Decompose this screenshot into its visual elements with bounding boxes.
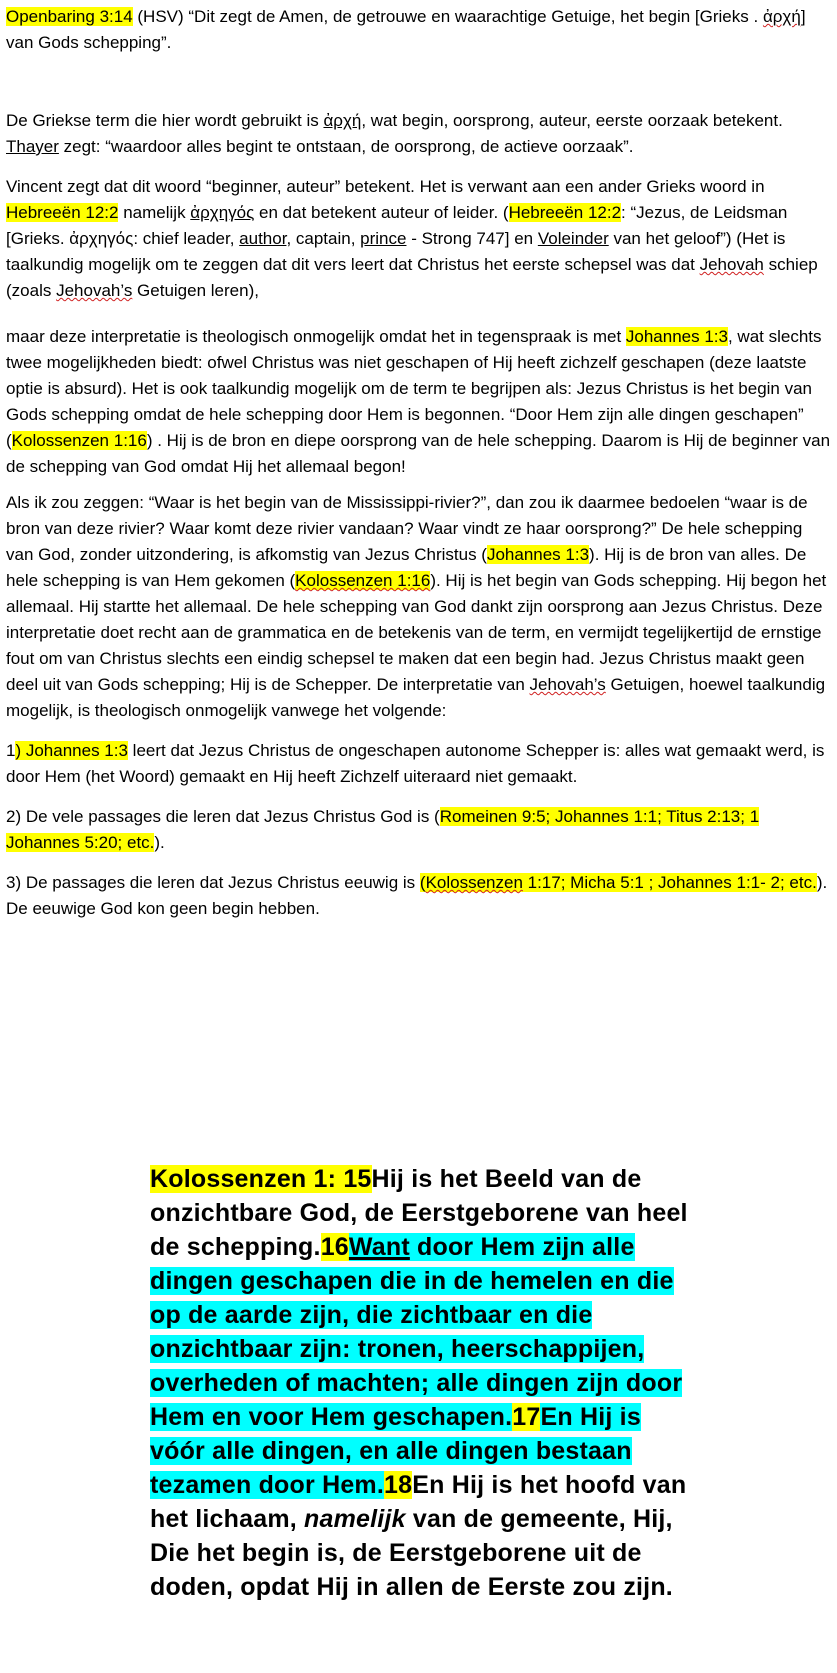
paragraph-text: Getuigen, hoewel taalkundig mogelijk, is theologisch onmogelijk vanwege het volgende: [6,675,826,720]
paragraph-text: schiep (zoals [6,255,818,300]
paragraph-text: : chief leader, [133,229,240,248]
scripture-ref[interactable]: Romeinen 9:5; Johannes 1:1; Titus 2:13; 1 Johannes 5:20; etc. [6,807,760,852]
paragraph-text: Vincent zegt dat dit woord “beginner, auteur” betekent. Het is verwant aan een ander Grieks woord in [6,177,765,196]
want-word: Want [348,1233,410,1261]
paragraph-intro [6,4,831,56]
paragraph-point-2 [6,804,831,856]
greek-word: ἀρχηγός [190,203,255,222]
paragraph-text: (HSV) “Dit zegt de Amen, de getrouwe en waarachtige Getuige, het begin [Grieks . [132,7,763,26]
paragraph-text: ). De eeuwige God kon geen begin hebben. [6,873,828,918]
paragraph-text: Getuigen leren), [132,281,259,300]
scripture-ref[interactable]: Hebreeën 12:2 [508,203,622,222]
scripture-ref[interactable]: Kolossenzen [425,873,523,892]
paragraph-text: De Griekse term die hier wordt gebruikt is [6,111,324,130]
paragraph-text: ] van Gods schepping”. [6,7,806,52]
paragraph-text: ). Hij is het begin van Gods schepping. Hij begon het allemaal. Hij startte het allemaal. De hele schepping van God dankt zijn oorsprong aan Jezus Christus. Deze interpretatie doet recht aan de grammatica en de betekenis van de term, en vermijdt tegelijkertijd de ernstige fout om van Christus slechts een eindig schepsel te maken dat een begin had. Jezus Christus maakt geen deel uit van Gods schepping; Hij is de Schepper. De interpretatie van [6,571,827,694]
paragraph-text: maar deze interpretatie is theologisch onmogelijk omdat het in tegenspraak is met [6,327,626,346]
paragraph-text: ). Hij is de bron van alles. De hele schepping is van Hem gekomen ( [6,545,807,590]
paragraph-text: zegt: “waardoor alles begint te ontstaan, de oorsprong, de actieve oorzaak”. [58,137,634,156]
paragraph-text: leert dat Jezus Christus de ongeschapen autonome Schepper is: alles wat gemaakt werd, is door Hem (het Woord) gemaakt en Hij heeft Zichzelf uiteraard niet gemaakt. [6,741,825,786]
scripture-ref[interactable]: Openbaring 3:14 [6,7,133,26]
greek-word: ἀρχή [762,7,801,26]
jehovahs-word: Jehovah’s [529,675,606,694]
paragraph-point-1 [6,738,831,790]
verse-15-text: Hij is het Beeld van de onzichtbare God, de Eerstgeborene van heel de schepping. [150,1165,688,1261]
verse-number-16: 16 [320,1233,349,1261]
paragraph-text: ). [154,833,165,852]
author-word: author [239,229,287,248]
paragraph-text: , wat slechts twee mogelijkheden biedt: ofwel Christus was niet geschapen of Hij heeft zichzelf geschapen (deze laatste optie is absurd). Het is ook taalkundig mogelijk om de term te begrijpen als: Jezus Christus is het begin van Gods schepping omdat de hele schepping door Hem is begonnen. “Door Hem zijn alle dingen geschapen” ( [6,327,822,450]
scripture-ref[interactable]: Kolossenzen 1:16 [11,431,147,450]
paragraph-vincent [6,174,831,304]
paragraph-text: van het geloof”) (Het is taalkundig mogelijk om te zeggen dat dit vers leert dat Christus het eerste schepsel was dat [6,229,786,274]
verse-17-text: En Hij is vóór alle dingen, en alle dingen bestaan tezamen door Hem. [150,1403,641,1499]
paragraph-text: , captain, [286,229,361,248]
thayer-name: Thayer [6,137,59,156]
paragraph-text: en dat betekent auteur of leider. ( [254,203,509,222]
verse-number-17: 17 [512,1403,541,1431]
paragraph-text: namelijk [118,203,191,222]
prince-word: prince [360,229,407,248]
voleinder-word: Voleinder [537,229,609,248]
scripture-ref[interactable]: Johannes 1:3 [486,545,590,564]
greek-word: ἀρχή [323,111,362,130]
verse-18-text: En Hij is het hoofd van het lichaam, [150,1471,687,1533]
scripture-ref[interactable]: 1:17; Micha 5:1 ; Johannes 1:1- 2; etc. [522,873,817,892]
namelijk-word: namelijk [304,1505,406,1533]
scripture-ref[interactable]: ( [419,873,426,892]
paragraph-text: 2) De vele passages die leren dat Jezus Christus God is ( [6,807,440,826]
paragraph-text: : “Jezus, de Leidsman [Grieks. [6,203,788,248]
verse-18-text: van de gemeente, Hij, Die het begin is, de Eerstgeborene uit de doden, opdat Hij in allen de Eerste zou zijn. [150,1505,673,1601]
paragraph-point-3 [6,870,831,922]
document-body [6,4,831,922]
quote-ref: Kolossenzen 1: 15 [150,1165,372,1193]
verse-number-18: 18 [384,1471,413,1499]
jehovahs-word: Jehovah’s [56,281,133,300]
paragraph-text: ) . Hij is de bron en diepe oorsprong van de hele schepping. Daarom is Hij de beginner van de schepping van God omdat Hij het allemaal begon! [6,431,831,476]
paragraph-greek-term [6,108,831,160]
scripture-quote-block [150,1162,690,1604]
paragraph-text: Als ik zou zeggen: “Waar is het begin van de Mississippi-rivier?”, dan zou ik daarmee bedoelen “waar is de bron van deze rivier? Waar komt deze rivier vandaan? Waar vindt ze haar oorsprong?” De hele schepping van God, zonder uitzondering, is afkomstig van Jezus Christus ( [6,493,808,564]
scripture-ref[interactable]: Kolossenzen 1:16 [295,571,431,590]
paragraph-text: , wat begin, oorsprong, auteur, eerste oorzaak betekent. [361,111,783,130]
paragraph-interpretation [6,324,831,480]
paragraph-text: 3) De passages die leren dat Jezus Christus eeuwig is [6,873,420,892]
verse-16-text: door Hem zijn alle dingen geschapen die in de hemelen en die op de aarde zijn, die zichtbaar en die onzichtbaar zijn: tronen, heerschappijen, overheden of machten; alle dingen zijn door Hem en voor Hem geschapen. [150,1233,683,1431]
list-number: 1 [6,741,16,760]
jehovah-word: Jehovah [699,255,764,274]
scripture-ref[interactable]: Johannes 1:3 [625,327,728,346]
paragraph-text: - Strong 747] en [406,229,538,248]
greek-word: ἀρχηγός [69,229,134,248]
scripture-ref[interactable]: Hebreeën 12:2 [6,203,119,222]
scripture-ref[interactable]: ) Johannes 1:3 [15,741,128,760]
paragraph-mississippi [6,490,831,724]
